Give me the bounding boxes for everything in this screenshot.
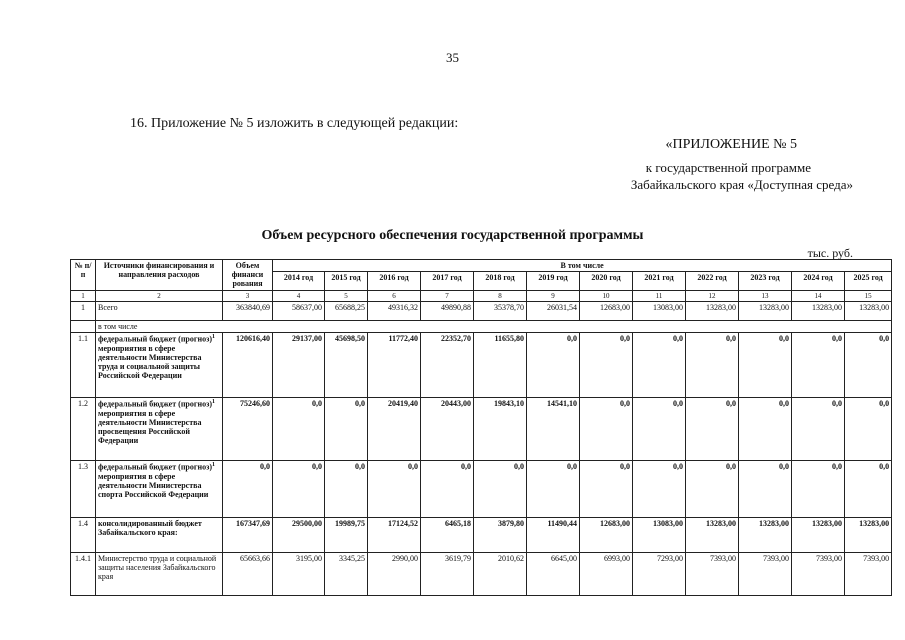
row-year-value: 14541,10 xyxy=(527,397,580,460)
table-row xyxy=(71,517,892,552)
table-row xyxy=(71,320,892,332)
header-year: 2016 год xyxy=(368,272,421,290)
row-year-value: 0,0 xyxy=(739,332,792,397)
source-rest-text: мероприятия в сфере деятельности Министерства труда и социальной защиты Российской Федерации xyxy=(98,343,202,381)
row-year-value: 29500,00 xyxy=(273,517,325,552)
row-year-value: 19843,10 xyxy=(474,397,527,460)
table-row xyxy=(71,397,892,460)
column-number: 7 xyxy=(421,290,474,301)
row-year-value: 11655,80 xyxy=(474,332,527,397)
row-number: 1.3 xyxy=(71,460,96,517)
row-year-value: 0,0 xyxy=(527,332,580,397)
row-year-value: 3879,80 xyxy=(474,517,527,552)
row-year-value: 13283,00 xyxy=(845,517,892,552)
header-year: 2020 год xyxy=(580,272,633,290)
row-number: 1 xyxy=(71,301,96,320)
row-year-value: 11772,40 xyxy=(368,332,421,397)
row-year-value: 65688,25 xyxy=(325,301,368,320)
row-year-value: 0,0 xyxy=(686,332,739,397)
row-source: Всего xyxy=(96,301,223,320)
row-year-value: 0,0 xyxy=(792,332,845,397)
row-year-value: 13283,00 xyxy=(739,301,792,320)
row-year-value: 0,0 xyxy=(325,397,368,460)
row-year-value: 0,0 xyxy=(325,460,368,517)
row-year-value: 0,0 xyxy=(686,397,739,460)
row-source: в том числе xyxy=(96,320,892,332)
appendix-heading: «ПРИЛОЖЕНИЕ № 5 xyxy=(665,137,797,152)
row-year-value: 12683,00 xyxy=(580,301,633,320)
resource-table xyxy=(70,259,892,596)
column-number: 3 xyxy=(223,290,273,301)
row-year-value: 3619,79 xyxy=(421,552,474,595)
row-year-value: 0,0 xyxy=(527,460,580,517)
row-year-value: 45698,50 xyxy=(325,332,368,397)
table-row xyxy=(71,552,892,595)
row-year-value: 0,0 xyxy=(739,397,792,460)
row-year-value: 0,0 xyxy=(580,460,633,517)
row-year-value: 20443,00 xyxy=(421,397,474,460)
row-year-value: 3195,00 xyxy=(273,552,325,595)
header-year: 2019 год xyxy=(527,272,580,290)
row-year-value: 49890,88 xyxy=(421,301,474,320)
row-year-value: 13283,00 xyxy=(792,517,845,552)
row-year-value: 19989,75 xyxy=(325,517,368,552)
row-year-value: 0,0 xyxy=(421,460,474,517)
header-source: Источники финансирования и направления расходов xyxy=(96,260,223,291)
header-including: В том числе xyxy=(273,260,892,272)
row-year-value: 13283,00 xyxy=(845,301,892,320)
row-year-value: 0,0 xyxy=(633,397,686,460)
row-year-value: 29137,00 xyxy=(273,332,325,397)
row-year-value: 13283,00 xyxy=(739,517,792,552)
intro-text: 16. Приложение № 5 изложить в следующей редакции: xyxy=(130,116,459,131)
column-number: 4 xyxy=(273,290,325,301)
row-year-value: 0,0 xyxy=(845,397,892,460)
header-year: 2022 год xyxy=(686,272,739,290)
appendix-line-2: Забайкальского края «Доступная среда» xyxy=(630,177,853,192)
table-row xyxy=(71,301,892,320)
row-volume: 65663,66 xyxy=(223,552,273,595)
row-year-value: 0,0 xyxy=(792,460,845,517)
source-rest-text: мероприятия в сфере деятельности Министерства просвещения Российской Федерации xyxy=(98,408,202,446)
row-number: 1.4 xyxy=(71,517,96,552)
row-year-value: 49316,32 xyxy=(368,301,421,320)
column-number: 1 xyxy=(71,290,96,301)
source-main-text: федеральный бюджет (прогноз) xyxy=(98,462,213,472)
column-number: 8 xyxy=(474,290,527,301)
row-number: 1.4.1 xyxy=(71,552,96,595)
unit-label: тыс. руб. xyxy=(807,246,853,260)
footnote-marker: 1 xyxy=(212,398,216,405)
row-year-value: 0,0 xyxy=(368,460,421,517)
column-number: 10 xyxy=(580,290,633,301)
row-year-value: 6465,18 xyxy=(421,517,474,552)
appendix-line-1: к государственной программе xyxy=(645,160,811,175)
header-num: № п/п xyxy=(71,260,96,291)
column-number: 13 xyxy=(739,290,792,301)
row-year-value: 7393,00 xyxy=(792,552,845,595)
source-rest-text: мероприятия в сфере деятельности Министерства спорта Российской Федерации xyxy=(98,471,209,500)
row-volume: 120616,40 xyxy=(223,332,273,397)
row-year-value: 35378,70 xyxy=(474,301,527,320)
row-year-value: 0,0 xyxy=(580,332,633,397)
row-year-value: 7393,00 xyxy=(686,552,739,595)
row-volume: 0,0 xyxy=(223,460,273,517)
row-year-value: 0,0 xyxy=(845,460,892,517)
row-year-value: 0,0 xyxy=(474,460,527,517)
row-year-value: 12683,00 xyxy=(580,517,633,552)
row-source: консолидированный бюджет Забайкальского края: xyxy=(96,517,223,552)
table-title: Объем ресурсного обеспечения государственной программы xyxy=(261,228,644,243)
row-volume: 75246,60 xyxy=(223,397,273,460)
column-number-row xyxy=(71,290,892,301)
header-volume: Объем финанси рования xyxy=(223,260,273,291)
header-year: 2017 год xyxy=(421,272,474,290)
row-year-value: 2990,00 xyxy=(368,552,421,595)
row-volume: 363840,69 xyxy=(223,301,273,320)
column-number: 9 xyxy=(527,290,580,301)
row-year-value: 6645,00 xyxy=(527,552,580,595)
source-main-text: федеральный бюджет (прогноз) xyxy=(98,399,213,409)
page-number: 35 xyxy=(446,50,459,65)
row-number: 1.2 xyxy=(71,397,96,460)
row-year-value: 0,0 xyxy=(686,460,739,517)
row-year-value: 3345,25 xyxy=(325,552,368,595)
row-source: Министерство труда и социальной защиты населения Забайкальского края xyxy=(96,552,223,595)
row-year-value: 7393,00 xyxy=(739,552,792,595)
row-year-value: 20419,40 xyxy=(368,397,421,460)
column-number: 6 xyxy=(368,290,421,301)
column-number: 5 xyxy=(325,290,368,301)
row-year-value: 0,0 xyxy=(273,460,325,517)
row-year-value: 58637,00 xyxy=(273,301,325,320)
header-year: 2018 год xyxy=(474,272,527,290)
column-number: 11 xyxy=(633,290,686,301)
header-year: 2023 год xyxy=(739,272,792,290)
row-year-value: 22352,70 xyxy=(421,332,474,397)
header-year: 2021 год xyxy=(633,272,686,290)
row-source xyxy=(96,332,223,397)
column-number: 2 xyxy=(96,290,223,301)
table-row xyxy=(71,332,892,397)
row-year-value: 0,0 xyxy=(633,460,686,517)
row-year-value: 13083,00 xyxy=(633,517,686,552)
header-year: 2025 год xyxy=(845,272,892,290)
row-year-value: 0,0 xyxy=(633,332,686,397)
row-year-value: 13083,00 xyxy=(633,301,686,320)
column-number: 14 xyxy=(792,290,845,301)
row-year-value: 2010,62 xyxy=(474,552,527,595)
row-year-value: 13283,00 xyxy=(792,301,845,320)
row-year-value: 17124,52 xyxy=(368,517,421,552)
row-year-value: 11490,44 xyxy=(527,517,580,552)
row-year-value: 13283,00 xyxy=(686,517,739,552)
row-year-value: 0,0 xyxy=(792,397,845,460)
header-year: 2014 год xyxy=(273,272,325,290)
header-year: 2015 год xyxy=(325,272,368,290)
row-year-value: 7393,00 xyxy=(845,552,892,595)
header-row xyxy=(71,260,892,272)
row-number: 1.1 xyxy=(71,332,96,397)
row-year-value: 0,0 xyxy=(845,332,892,397)
row-year-value: 26031,54 xyxy=(527,301,580,320)
source-main-text: федеральный бюджет (прогноз) xyxy=(98,334,213,344)
row-year-value: 0,0 xyxy=(580,397,633,460)
row-year-value: 13283,00 xyxy=(686,301,739,320)
column-number: 12 xyxy=(686,290,739,301)
row-year-value: 6993,00 xyxy=(580,552,633,595)
column-number: 15 xyxy=(845,290,892,301)
header-year: 2024 год xyxy=(792,272,845,290)
table-row xyxy=(71,460,892,517)
row-year-value: 0,0 xyxy=(273,397,325,460)
row-year-value: 0,0 xyxy=(739,460,792,517)
row-year-value: 7293,00 xyxy=(633,552,686,595)
footnote-marker: 1 xyxy=(212,333,216,340)
row-source xyxy=(96,397,223,460)
row-volume: 167347,69 xyxy=(223,517,273,552)
footnote-marker: 1 xyxy=(212,461,216,468)
row-number xyxy=(71,320,96,332)
row-source xyxy=(96,460,223,517)
